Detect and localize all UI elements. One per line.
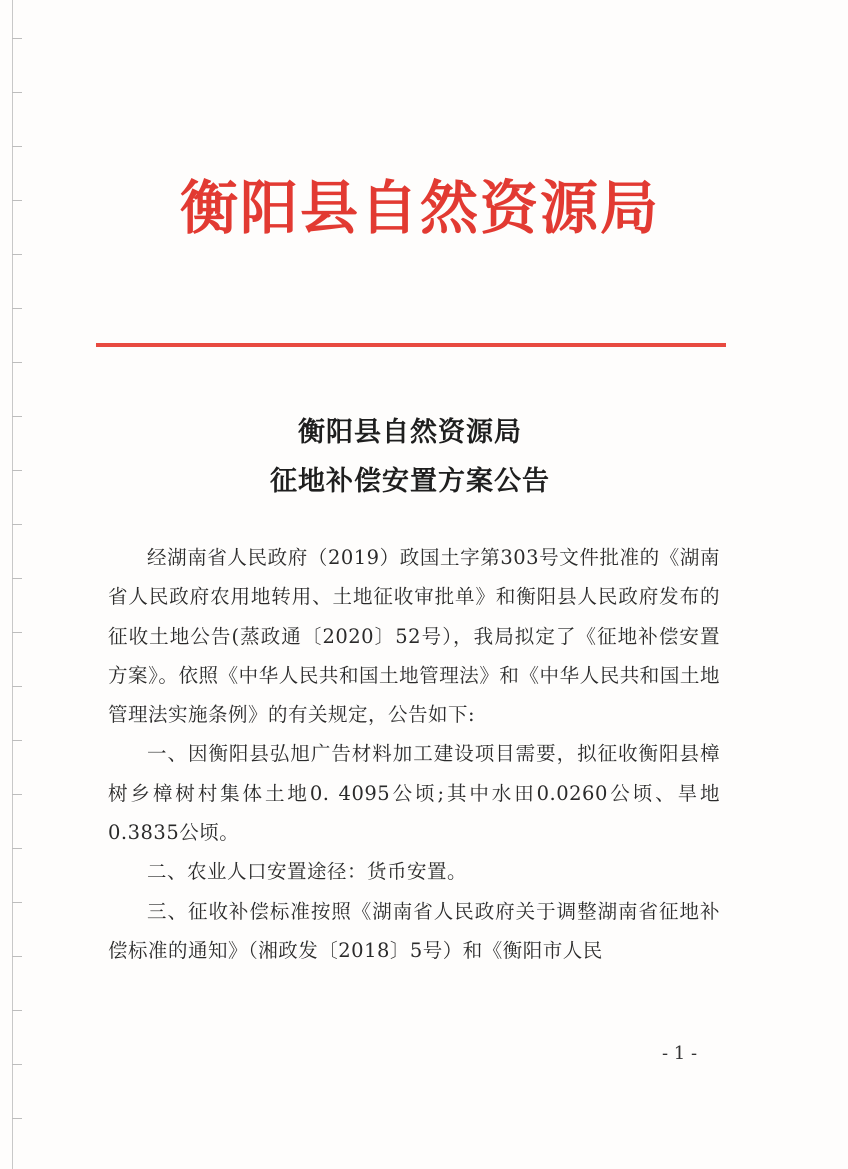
- document-title-line2: 征地补偿安置方案公告: [270, 466, 550, 497]
- document-title-line1: 衡阳县自然资源局: [298, 417, 522, 448]
- paragraph-item-2: 二、农业人口安置途径：货币安置。: [147, 860, 468, 884]
- paragraph-item-3: 三、征收补偿标准按照《湖南省人民政府关于调整湖南省征地补偿标准的通知》（湘政发〔2018〕5号）和《衡阳市人民: [108, 899, 720, 962]
- paragraph-item-1: 一、因衡阳县弘旭广告材料加工建设项目需要，拟征收衡阳县樟树乡樟树村集体土地0. 4095公顷;其中水田0.0260公顷、旱地0.3835公顷。: [108, 742, 720, 845]
- letterhead-divider: [96, 343, 726, 347]
- paragraph-intro: 经湖南省人民政府（2019）政国土字第303号文件批准的《湖南省人民政府农用地转用、土地征收审批单》和衡阳县人民政府发布的征收土地公告(蒸政通〔2020〕52号），我局拟定了《征地补偿安置方案》。依照《中华人民共和国土地管理法》和《中华人民共和国土地管理法实施条例》的有关规定，公告如下:: [108, 546, 720, 727]
- document-body: [108, 538, 720, 970]
- binding-edge-marks: [12, 0, 26, 1169]
- page-number: - 1 -: [662, 1043, 698, 1064]
- letterhead-issuer: 衡阳县自然资源局: [179, 174, 660, 242]
